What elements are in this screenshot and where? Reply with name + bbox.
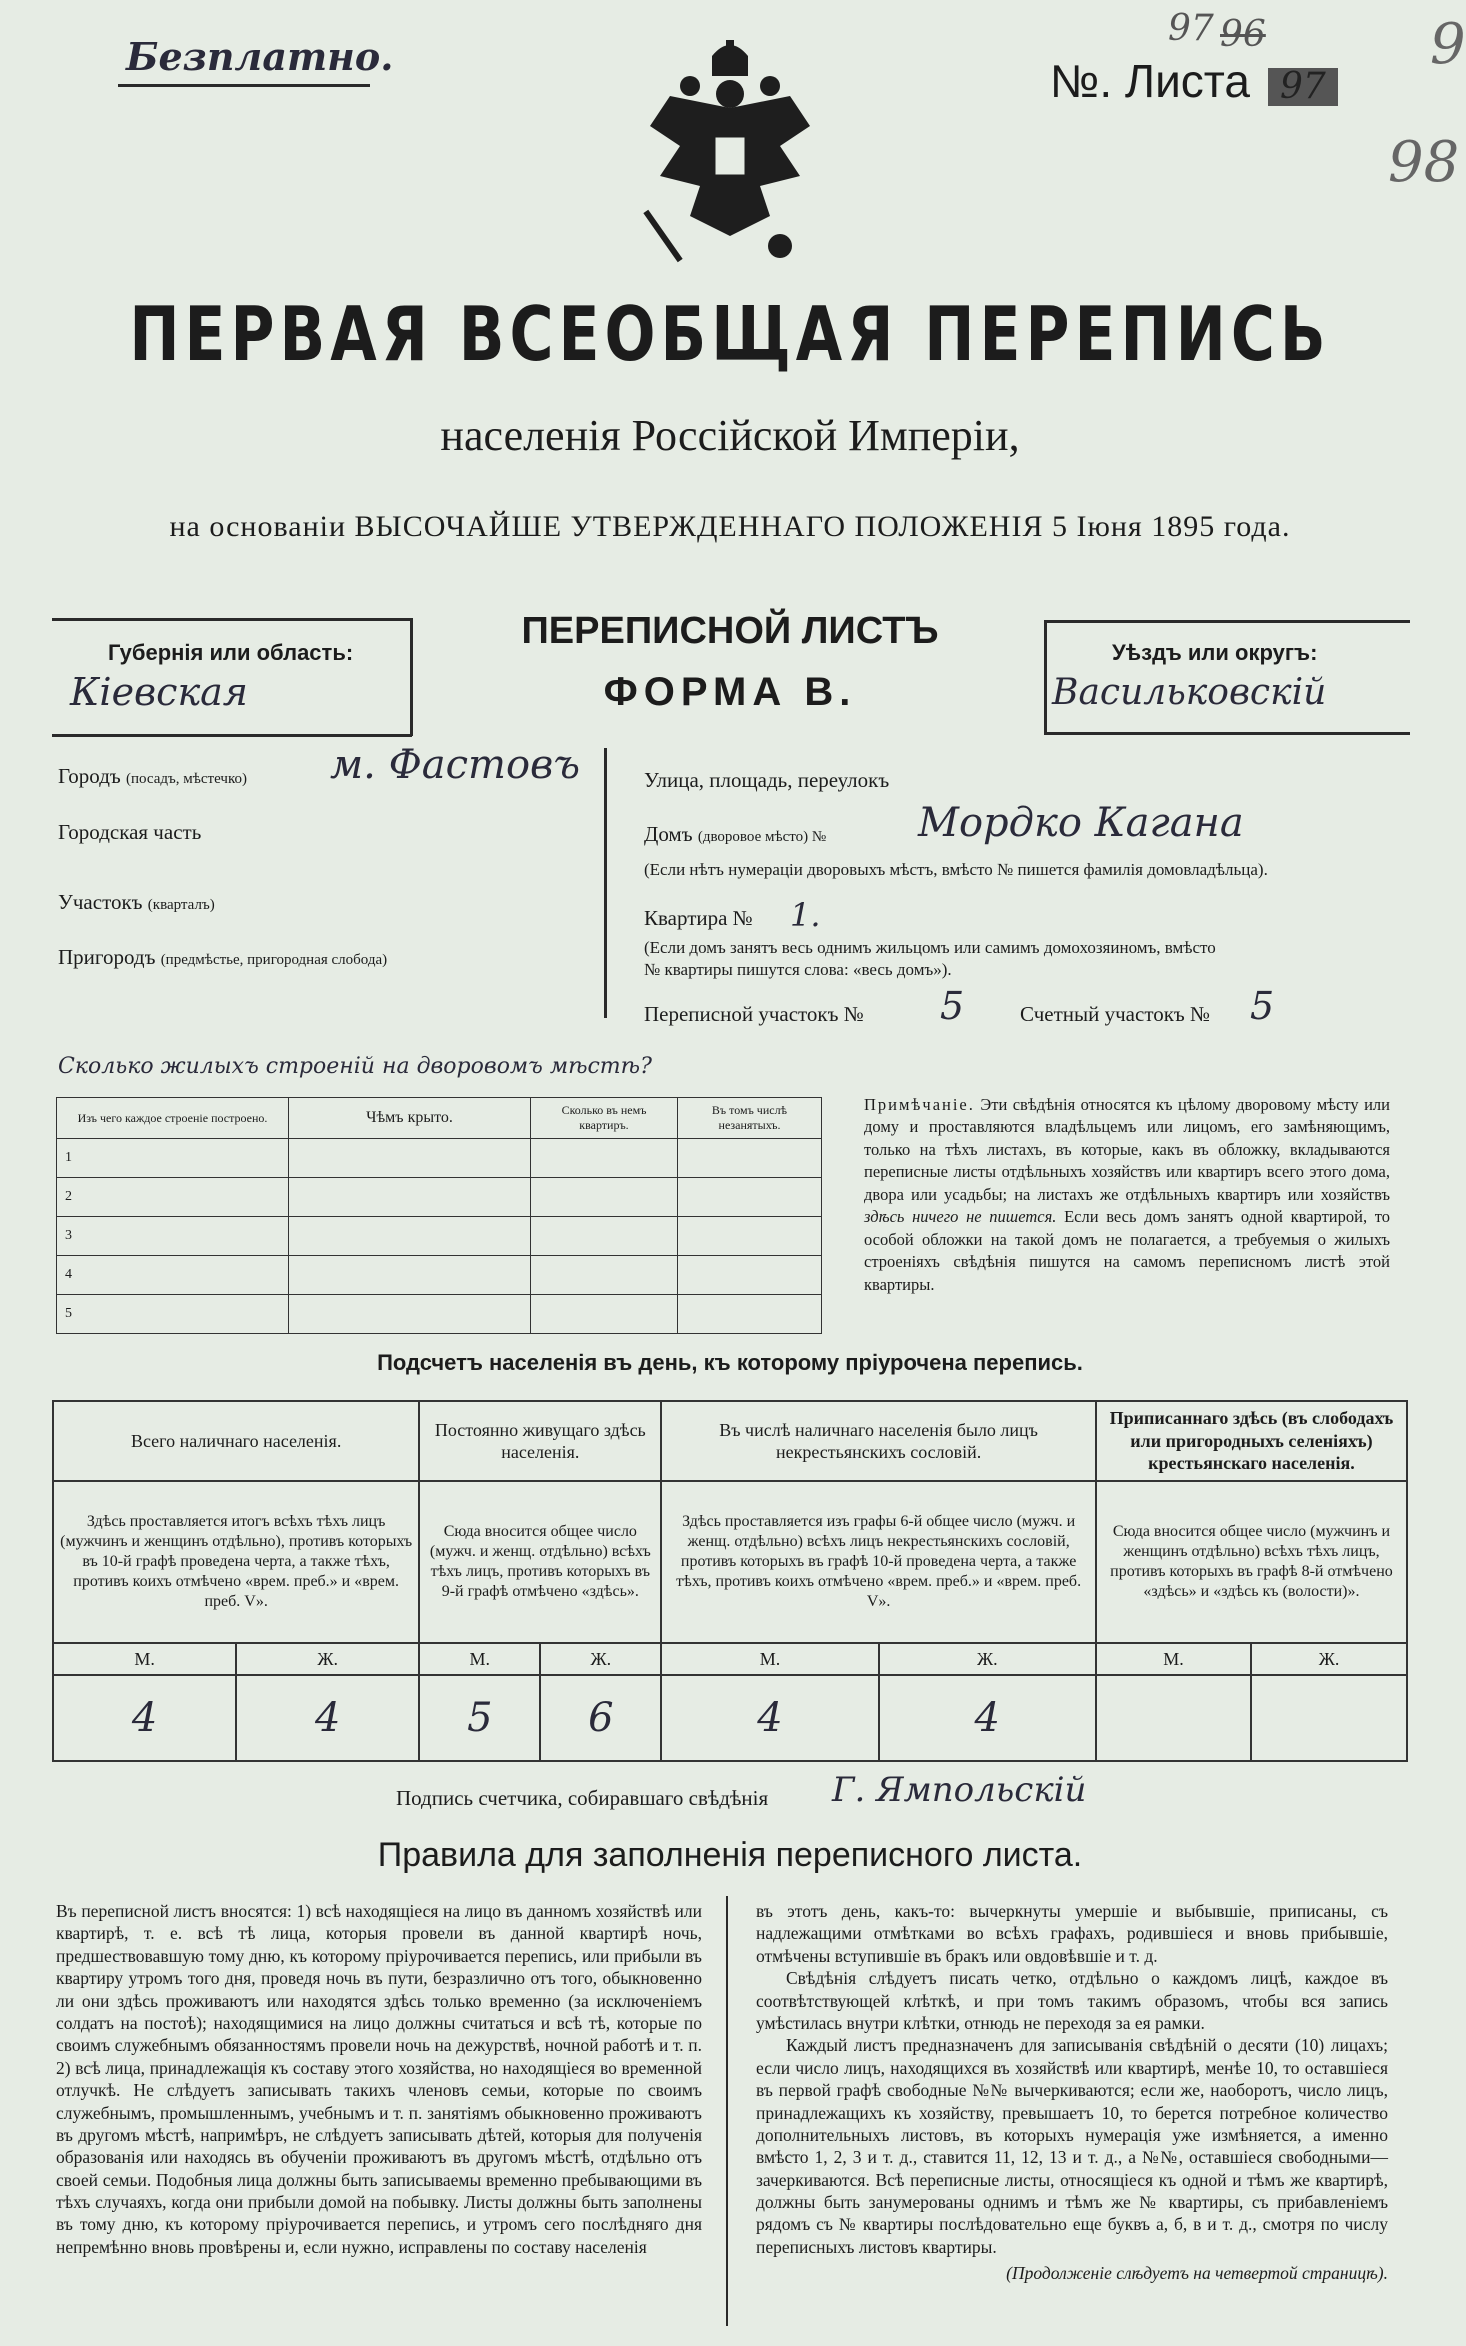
note-emphasis: здѣсь ничего не пишется. — [864, 1207, 1057, 1227]
apartment-hint: (Если домъ занятъ весь однимъ жильцомъ или самимъ домохозяиномъ, вмѣсто — [644, 938, 1216, 957]
free-underline — [118, 84, 370, 87]
district-label: Участокъ (кварталъ) — [58, 890, 215, 914]
male-header: М. — [661, 1643, 878, 1675]
street-label: Улица, площадь, переулокъ — [644, 768, 890, 792]
male-header: М. — [1096, 1643, 1251, 1675]
row-number: 2 — [57, 1178, 289, 1217]
buildings-table — [56, 1097, 822, 1334]
sheet-number-label: №. Листа — [1050, 55, 1250, 107]
city-part-label: Городская часть — [58, 820, 202, 844]
population-count-table — [52, 1400, 1408, 1762]
count-col-head: Приписаннаго здѣсь (въ слободахъ или пригородныхъ селеніяхъ) крестьянскаго населенія. — [1096, 1401, 1407, 1481]
female-header: Ж. — [1251, 1643, 1407, 1675]
rule — [1044, 620, 1047, 734]
guberniya-value: Кіевская — [70, 670, 248, 714]
female-header: Ж. — [236, 1643, 419, 1675]
form-label: ФОРМА В. — [603, 670, 857, 714]
buildings-question: Сколько жилыхъ строеній на дворовомъ мѣстѣ? — [58, 1054, 652, 1079]
apartment-label: Квартира № — [644, 906, 753, 930]
rule — [1044, 732, 1410, 735]
male-count: 4 — [661, 1675, 878, 1761]
rules-paragraph: Каждый листъ предназначенъ для записыванія свѣдѣній о десяти (10) лицахъ; если число лицъ, находящихся въ хозяйствѣ или квартирѣ, менѣе 10, то оставшіеся въ первой графѣ свободные №№ вычеркиваются; если же, наоборотъ, число лицъ, принадлежащихъ къ хозяйству, превышаетъ 10, то берется потребное количество дополнительныхъ листовъ, въ которыхъ нумерація уже измѣняется, а именно вмѣсто 1, 2, 3 и т. д., ставится 11, 12, 13 и т. д., а №№, оставшіеся свободными—зачеркиваются. Всѣ переписные листы, относящіеся къ одной и тѣмъ же квартирѣ, должны быть занумерованы однимъ и тѣмъ же № квартиры, съ прибавленіемъ рядомъ съ № квартиры послѣдовательно еще буквъ а, б, в и т. д., смотря по числу переписныхъ листовъ квартиры. — [756, 2035, 1388, 2257]
female-count: 4 — [879, 1675, 1096, 1761]
row-number: 1 — [57, 1139, 289, 1178]
buildings-header: Сколько въ немъ квартиръ. — [531, 1098, 678, 1139]
city-label: Городъ (посадъ, мѣстечко) — [58, 764, 247, 788]
continued-note: (Продолженіе слѣдуетъ на четвертой страницѣ). — [1006, 2263, 1388, 2284]
count-col-desc: Здѣсь проставляется итогъ всѣхъ тѣхъ лицъ (мужчинъ и женщинъ отдѣльно), противъ которыхъ въ 10-й графѣ проведена черта, а также тѣхъ, противъ коихъ отмѣчено «врем. преб.» и «врем. преб. V». — [53, 1481, 419, 1643]
buildings-header: Чѣмъ крыто. — [289, 1098, 531, 1139]
rules-column-1: Въ переписной листъ вносятся: 1) всѣ находящіеся на лицо въ данномъ хозяйствѣ или квартирѣ, т. е. всѣ тѣ лица, которыя провели въ данной квартирѣ ночь, предшествовавшую тому дню, къ которому пріурочивается перепись, или прибыли въ квартиру утромъ того дня, проведя ночь въ пути, безразлично отъ того, обыкновенно ли они здѣсь проживаютъ или находятся здѣсь только временно (за исключеніемъ солдатъ на постоѣ); находящимися на лицо должны считаться и всѣ тѣ, которые по своимъ служебнымъ обязанностямъ провели ночь на дежурствѣ, ночной работѣ и т. п. 2) всѣ лица, принадлежащія къ составу этого хозяйства, но находящіеся во временной отлучкѣ. Не слѣдуетъ записывать такихъ членовъ семьи, которые по своимъ служебнымъ, промышленнымъ, учебнымъ и т. п. занятіямъ обыкновенно проживаютъ въ другомъ мѣстѣ, напримѣръ, не слѣдуетъ записывать дѣтей, которыя для полученія образованія или находясь въ обученіи проживаютъ въ другомъ мѣстѣ, отдѣльно отъ своей семьи. Подобныя лица должны быть записываемы временно пребывающими въ тѣхъ случаяхъ, когда они прибыли домой на побывку. Листы должны быть заполнены въ тому дню, къ которому пріурочивается перепись, и утромъ сего послѣдняго дня непремѣнно вновь провѣрены и, если нужно, исправлены по составу населенія — [56, 1901, 702, 2257]
house-label: Домъ (дворовое мѣсто) № — [644, 822, 827, 846]
rule — [604, 748, 607, 1018]
rule — [52, 734, 412, 737]
count-title: Подсчетъ населенія въ день, къ которому пріурочена перепись. — [377, 1350, 1083, 1375]
apartment-hint: № квартиры пишутся слова: «весь домъ»). — [644, 960, 952, 979]
count-col-head: Въ числѣ наличнаго населенія было лицъ некрестьянскихъ сословій. — [661, 1401, 1096, 1481]
male-header: М. — [419, 1643, 540, 1675]
pencil-number: 98 — [1388, 130, 1460, 195]
male-count: 5 — [419, 1675, 540, 1761]
note-text: Эти свѣдѣнія относятся къ цѣлому дворовому мѣсту или дому и проставляются владѣльцемъ или лицомъ, его замѣняющимъ, только на тѣхъ листахъ, въ которые, какъ въ обложку, вкладываются переписные листы отдѣльныхъ хозяйствъ или квартиръ всего этого дома, двора или усадьбы; на листахъ же отдѣльныхъ квартиръ или хозяйствъ — [864, 1095, 1390, 1204]
row-number: 3 — [57, 1217, 289, 1256]
rule — [726, 1896, 728, 2326]
rules-column-2 — [756, 1900, 1388, 2285]
census-subtitle: населенія Россійской Имперіи, — [440, 411, 1020, 460]
census-district-value: 5 — [940, 984, 965, 1028]
rule — [1044, 620, 1410, 623]
buildings-header: Въ томъ числѣ незанятыхъ. — [678, 1098, 822, 1139]
count-col-head: Всего наличнаго населенія. — [53, 1401, 419, 1481]
guberniya-label: Губернія или область: — [108, 640, 354, 665]
sheet-number-value: 97 — [1268, 68, 1338, 106]
rules-paragraph: Свѣдѣнія слѣдуетъ писать четко, отдѣльно о каждомъ лицѣ, каждое въ соотвѣтствующей клѣткѣ, и при томъ такимъ образомъ, чтобы вся запись умѣстилась внутри клѣтки, отнюдь не переходя за ея рамки. — [756, 1968, 1388, 2033]
note-label: Примѣчаніе. — [864, 1095, 975, 1114]
house-hint: (Если нѣтъ нумераціи дворовыхъ мѣстъ, вмѣсто № пишется фамилія домовладѣльца). — [644, 860, 1268, 879]
suburb-label: Пригородъ (предмѣстье, пригородная слобода) — [58, 945, 388, 969]
census-basis: на основаніи ВЫСОЧАЙШЕ УТВЕРЖДЕННАГО ПОЛОЖЕНІЯ 5 Іюня 1895 года. — [169, 510, 1291, 543]
male-count — [1096, 1675, 1251, 1761]
rules-paragraph: въ этотъ день, какъ-то: вычеркнуты умершіе и выбывшіе, приписаны, съ надлежащими отмѣтками во всѣхъ графахъ, родившіеся и вновь прибывшіе, отмѣчены вступившіе въ бракъ или овдовѣвшіе и т. д. — [756, 1901, 1388, 1966]
male-header: М. — [53, 1643, 236, 1675]
city-value: м. Фастовъ — [330, 742, 580, 788]
row-number: 5 — [57, 1295, 289, 1334]
signature-label: Подпись счетчика, собиравшаго свѣдѣнія — [396, 1786, 769, 1810]
female-header: Ж. — [879, 1643, 1096, 1675]
count-district-label: Счетный участокъ № — [1020, 1002, 1211, 1026]
apartment-value: 1. — [790, 896, 821, 934]
pencil-number: 96 — [1220, 14, 1266, 55]
rule — [52, 618, 412, 621]
count-col-desc: Здѣсь проставляется изъ графы 6-й общее число (мужч. и женщ. отдѣльно) всѣхъ лицъ некрестьянскихъ сословій, противъ которыхъ въ графѣ 10-й проведена черта, а также тѣхъ, противъ коихъ отмѣчено «врем. преб.» и «врем. преб. V». — [661, 1481, 1096, 1643]
count-col-desc: Сюда вносится общее число (мужчинъ и женщинъ отдѣльно) всѣхъ тѣхъ лицъ, противъ которыхъ въ графѣ 8-й отмѣчено «здѣсь» и «здѣсь къ (волости)». — [1096, 1481, 1407, 1643]
uezd-label: Уѣздъ или округъ: — [1112, 640, 1318, 665]
pencil-number: 9 — [1430, 12, 1466, 77]
count-district-value: 5 — [1250, 984, 1275, 1028]
rules-title: Правила для заполненія переписного листа. — [377, 1836, 1083, 1874]
pencil-number: 97 — [1168, 8, 1214, 49]
count-col-desc: Сюда вносится общее число (мужч. и женщ. отдѣльно) всѣхъ тѣхъ лицъ, противъ которыхъ въ 9-й графѣ отмѣчено «здѣсь». — [419, 1481, 661, 1643]
free-label: Безплатно. — [126, 34, 394, 79]
census-district-label: Переписной участокъ № — [644, 1002, 864, 1026]
uezd-value: Васильковскій — [1052, 672, 1327, 713]
female-count: 6 — [540, 1675, 661, 1761]
signature-value: Г. Ямпольскій — [832, 1770, 1087, 1810]
rule — [410, 618, 413, 736]
note-block — [864, 1094, 1390, 1296]
count-col-head: Постоянно живущаго здѣсь населенія. — [419, 1401, 661, 1481]
buildings-header: Изъ чего каждое строеніе построено. — [57, 1098, 289, 1139]
male-count: 4 — [53, 1675, 236, 1761]
female-header: Ж. — [540, 1643, 661, 1675]
double-headed-eagle-emblem — [630, 36, 830, 276]
female-count — [1251, 1675, 1407, 1761]
form-name: ПЕРЕПИСНОЙ ЛИСТЪ — [521, 610, 939, 652]
female-count: 4 — [236, 1675, 419, 1761]
census-title: ПЕРВАЯ ВСЕОБЩАЯ ПЕРЕПИСЬ — [129, 291, 1331, 379]
note-text: Если весь домъ занятъ одной квартирой, то особой обложки на такой домъ не полагается, а требуемыя о жилыхъ строеніяхъ свѣдѣнія пишутся на самомъ переписномъ листѣ этой квартиры. — [864, 1207, 1390, 1294]
row-number: 4 — [57, 1256, 289, 1295]
house-value: Мордко Кагана — [918, 800, 1244, 846]
